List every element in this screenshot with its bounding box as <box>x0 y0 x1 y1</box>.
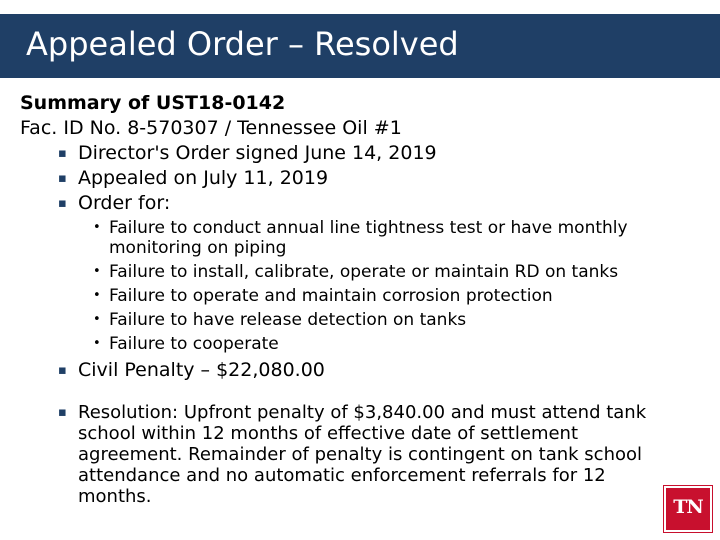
resolution-text: Resolution: Upfront penalty of $3,840.00 and must attend tank school within 12 months of effective date of settlement agreement. Remainder of penalty is contingent on tank school attendance and no automatic enforcement referrals for 12 months. <box>78 402 647 507</box>
round-bullet-icon: • <box>93 264 101 279</box>
summary-heading: Summary of UST18-0142 <box>20 92 286 114</box>
facility-id: Fac. ID No. 8-570307 / Tennessee Oil #1 <box>20 117 402 139</box>
round-bullet-icon: • <box>93 336 101 351</box>
round-bullet-icon: • <box>93 220 101 235</box>
sub-list-item-text: Failure to conduct annual line tightness test or have monthly monitoring on piping <box>109 218 628 258</box>
tn-logo-text: TN <box>673 496 703 518</box>
sub-list-item <box>20 262 710 282</box>
square-bullet-icon: ▪ <box>58 363 67 378</box>
sub-list-item <box>20 310 710 330</box>
tn-logo <box>664 486 712 532</box>
list-item-text: Order for: <box>78 192 171 214</box>
list-item <box>20 141 710 166</box>
round-bullet-icon: • <box>93 312 101 327</box>
slide-body <box>20 91 710 507</box>
square-bullet-icon: ▪ <box>58 405 67 420</box>
sub-list-item-text: Failure to have release detection on tanks <box>109 310 467 330</box>
page-title: Appealed Order – Resolved <box>26 25 459 63</box>
order-for-list <box>20 218 710 354</box>
square-bullet-icon: ▪ <box>58 171 67 186</box>
sub-list-item <box>20 218 710 258</box>
list-item-text: Director's Order signed June 14, 2019 <box>78 142 437 164</box>
title-bar <box>0 14 720 78</box>
list-item-text: Appealed on July 11, 2019 <box>78 167 329 189</box>
round-bullet-icon: • <box>93 288 101 303</box>
list-item <box>20 402 710 507</box>
list-item <box>20 191 710 216</box>
sub-list-item <box>20 334 710 354</box>
civil-penalty: Civil Penalty – $22,080.00 <box>78 359 325 381</box>
square-bullet-icon: ▪ <box>58 196 67 211</box>
sub-list-item <box>20 286 710 306</box>
list-item <box>20 166 710 191</box>
sub-list-item-text: Failure to operate and maintain corrosion protection <box>109 286 553 306</box>
sub-list-item-text: Failure to install, calibrate, operate or maintain RD on tanks <box>109 262 619 282</box>
sub-list-item-text: Failure to cooperate <box>109 334 279 354</box>
list-item <box>20 358 710 383</box>
square-bullet-icon: ▪ <box>58 146 67 161</box>
